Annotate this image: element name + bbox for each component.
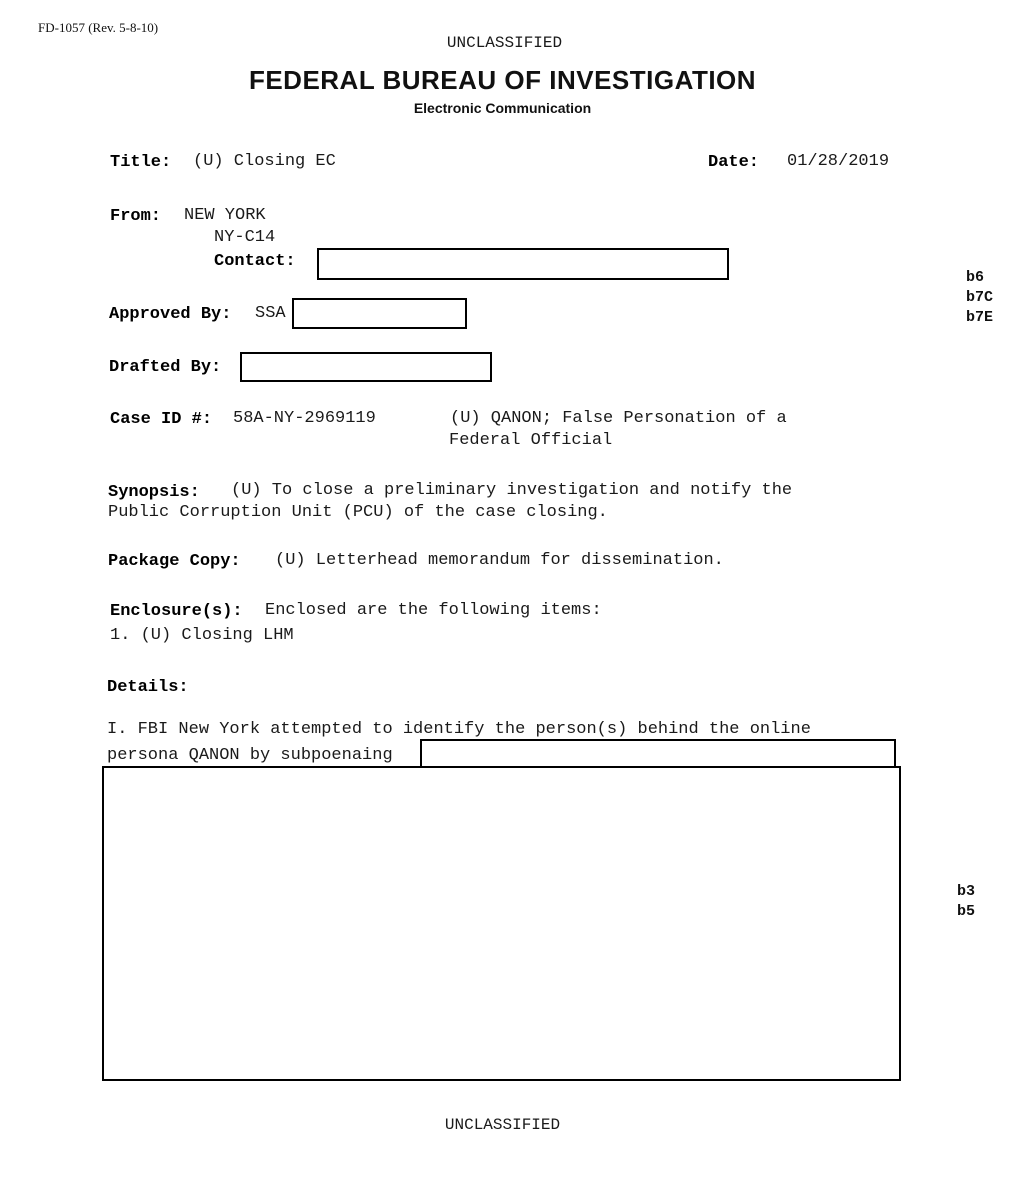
contact-label: Contact: bbox=[214, 252, 296, 271]
title-label: Title: bbox=[110, 153, 172, 172]
exemption-codes-bottom bbox=[957, 882, 975, 922]
details-block-redaction bbox=[102, 766, 901, 1081]
from-label: From: bbox=[110, 207, 162, 226]
from-office: NEW YORK bbox=[184, 206, 266, 225]
synopsis-line1: (U) To close a preliminary investigation and notify the bbox=[231, 481, 793, 500]
classification-bottom: UNCLASSIFIED bbox=[444, 1116, 561, 1134]
exemption-code: b7C bbox=[966, 289, 994, 306]
enclosures-value: Enclosed are the following items: bbox=[265, 601, 602, 620]
exemption-code: b5 bbox=[957, 903, 976, 920]
approved-by-redaction bbox=[292, 298, 467, 329]
date-value: 01/28/2019 bbox=[787, 152, 890, 171]
title-value: (U) Closing EC bbox=[193, 152, 336, 171]
from-squad: NY-C14 bbox=[214, 228, 276, 247]
date-label: Date: bbox=[708, 153, 760, 172]
details-line1: I. FBI New York attempted to identify the person(s) behind the online bbox=[107, 720, 811, 739]
package-copy-value: (U) Letterhead memorandum for dissemination. bbox=[275, 551, 724, 570]
approved-by-value: SSA bbox=[255, 304, 286, 323]
exemption-code: b7E bbox=[966, 309, 994, 326]
case-caption-line1: (U) QANON; False Personation of a bbox=[450, 409, 787, 428]
document-type: Electronic Communication bbox=[413, 100, 592, 116]
exemption-code: b3 bbox=[957, 883, 976, 900]
drafted-by-redaction bbox=[240, 352, 492, 382]
exemption-codes-top bbox=[966, 268, 993, 328]
details-line2: persona QANON by subpoenaing bbox=[107, 746, 393, 765]
enclosures-label: Enclosure(s): bbox=[110, 602, 243, 621]
case-caption-line2: Federal Official bbox=[449, 431, 613, 450]
enclosure-item: 1. (U) Closing LHM bbox=[110, 626, 294, 645]
drafted-by-label: Drafted By: bbox=[109, 358, 222, 377]
details-label: Details: bbox=[107, 678, 189, 697]
classification-top: UNCLASSIFIED bbox=[446, 34, 563, 52]
details-inline-redaction bbox=[420, 739, 896, 769]
form-number: FD-1057 (Rev. 5-8-10) bbox=[38, 20, 159, 35]
package-copy-label: Package Copy: bbox=[108, 552, 241, 571]
case-id-value: 58A-NY-2969119 bbox=[233, 409, 376, 428]
synopsis-line2: Public Corruption Unit (PCU) of the case closing. bbox=[108, 503, 608, 522]
exemption-code: b6 bbox=[966, 269, 985, 286]
case-id-label: Case ID #: bbox=[110, 410, 213, 429]
synopsis-label: Synopsis: bbox=[108, 483, 200, 502]
approved-by-label: Approved By: bbox=[109, 305, 232, 324]
contact-redaction bbox=[317, 248, 729, 280]
agency-title: FEDERAL BUREAU OF INVESTIGATION bbox=[248, 65, 757, 95]
